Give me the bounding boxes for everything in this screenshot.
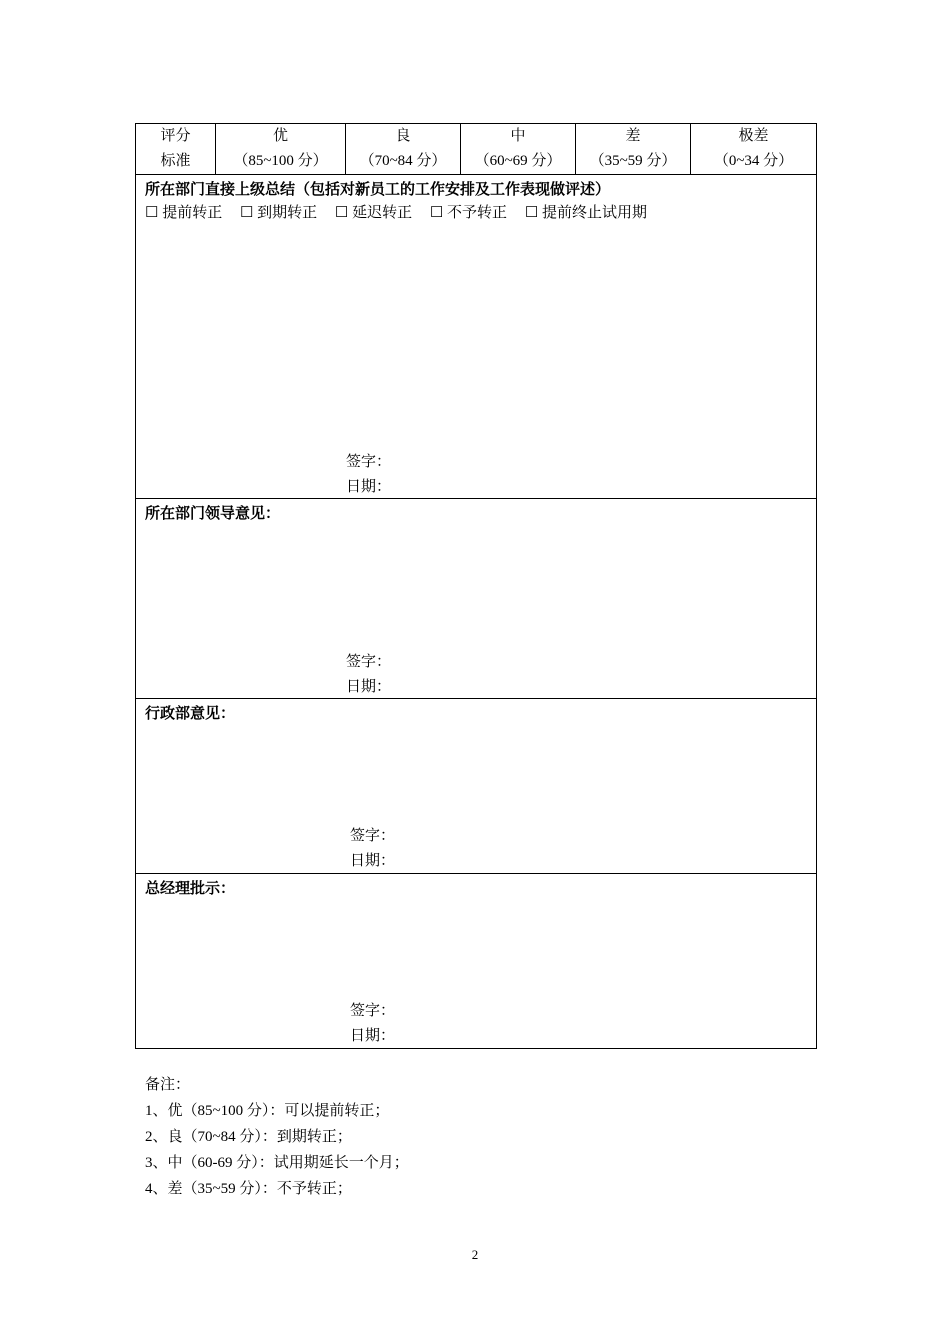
remark-item: 2、良（70~84 分）：到期转正； [145, 1129, 352, 1145]
date-label: 日期： [350, 1028, 396, 1044]
decision-options [145, 202, 661, 224]
evaluation-form-table [135, 123, 817, 1049]
grade-good: 良 （70~84 分） [346, 124, 461, 175]
option-on-time-regularization[interactable]: ☐ 到期转正 [239, 205, 318, 221]
general-manager-signature-block [350, 999, 395, 1049]
page-number: 2 [471, 1247, 479, 1262]
date-label: 日期： [350, 853, 396, 869]
supervisor-summary-title: 所在部门直接上级总结（包括对新员工的工作安排及工作表现做评述） [145, 182, 611, 198]
score-standard-row [136, 124, 817, 175]
admin-dept-signature-block [350, 824, 395, 874]
grade-excellent: 优 （85~100 分） [216, 124, 346, 175]
option-terminate-probation[interactable]: ☐ 提前终止试用期 [524, 205, 648, 221]
signature-label: 签字： [350, 828, 396, 844]
option-no-regularization[interactable]: ☐ 不予转正 [429, 205, 508, 221]
option-delayed-regularization[interactable]: ☐ 延迟转正 [334, 205, 413, 221]
signature-label: 签字： [346, 654, 392, 670]
remarks [145, 1072, 409, 1202]
department-leader-section [136, 499, 817, 699]
remark-item: 1、优（85~100 分）：可以提前转正； [145, 1103, 390, 1119]
admin-dept-section [136, 699, 817, 874]
supervisor-summary-section [136, 175, 817, 499]
grade-very-poor: 极差 （0~34 分） [691, 124, 817, 175]
option-early-regularization[interactable]: ☐ 提前转正 [145, 205, 223, 221]
admin-dept-title: 行政部意见： [145, 706, 236, 722]
signature-label: 签字： [350, 1003, 396, 1019]
remark-item: 4、差（35~59 分）：不予转正； [145, 1181, 352, 1197]
remarks-heading: 备注： [145, 1077, 191, 1093]
signature-label: 签字： [346, 454, 392, 470]
remark-item: 3、中（60-69 分）：试用期延长一个月； [145, 1155, 409, 1171]
general-manager-title: 总经理批示： [145, 881, 236, 897]
supervisor-signature-block [346, 450, 391, 500]
date-label: 日期： [346, 679, 392, 695]
department-leader-signature-block [346, 650, 391, 700]
score-standard-label: 评分 标准 [136, 124, 216, 175]
general-manager-section [136, 874, 817, 1049]
department-leader-title: 所在部门领导意见： [145, 506, 281, 522]
grade-poor: 差 （35~59 分） [576, 124, 691, 175]
grade-medium: 中 （60~69 分） [461, 124, 576, 175]
date-label: 日期： [346, 479, 392, 495]
